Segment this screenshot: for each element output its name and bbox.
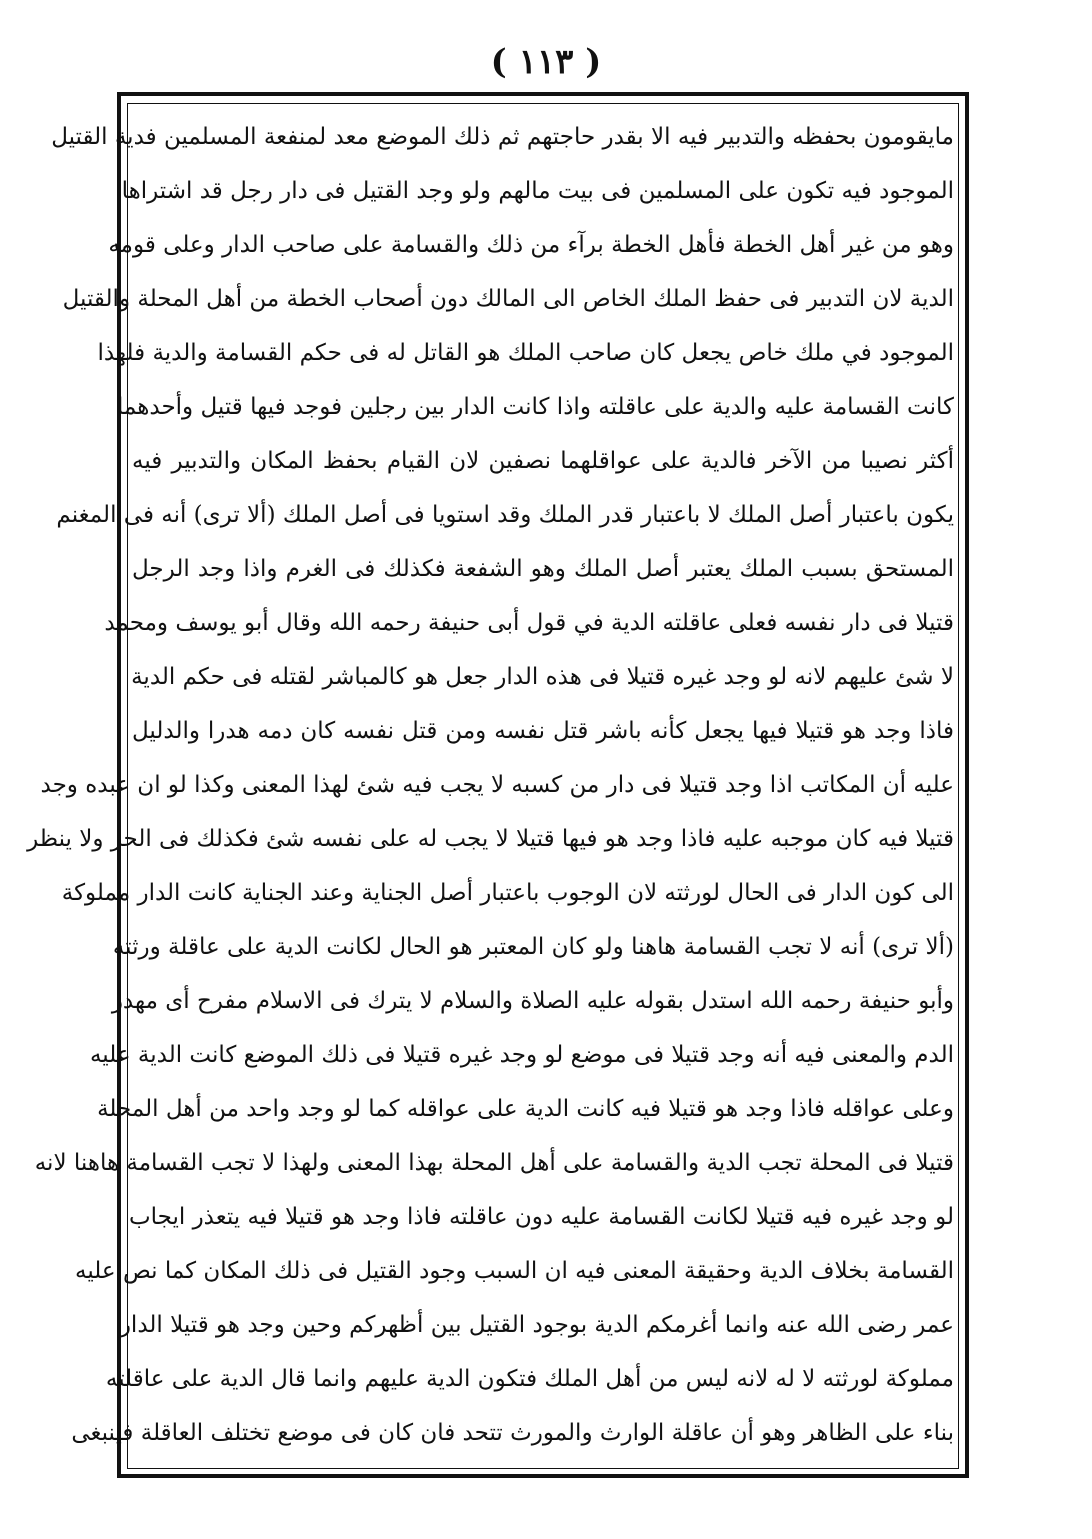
text-line: عمر رضى الله عنه وانما أغرمكم الدية بوجود القتيل بين أظهركم وحين وجد هو قتيلا الدار [119,1312,954,1338]
text-line: القسامة بخلاف الدية وحقيقة المعنى فيه ان السبب وجود القتيل فى ذلك المكان كما نص عليه [75,1258,954,1284]
text-line: عليه أن المكاتب اذا وجد قتيلا فى دار من كسبه لا يجب فيه شئ لهذا المعنى وكذا لو ان عبده وجد [40,772,954,798]
text-line: وأبو حنيفة رحمه الله استدل بقوله عليه الصلاة والسلام لا يترك فى الاسلام مفرح أى مهدر [111,988,954,1014]
text-line: وعلى عواقله فاذا وجد هو قتيلا فيه كانت الدية على عواقله كما لو وجد واحد من أهل المحلة [97,1096,954,1122]
text-line: الموجود في ملك خاص يجعل كان صاحب الملك هو القاتل له فى حكم القسامة والدية فلهذا [97,340,954,366]
text-line: فاذا وجد هو قتيلا فيها يجعل كأنه باشر قتل نفسه ومن قتل نفسه كان دمه هدرا والدليل [132,718,954,744]
text-line: الى كون الدار فى الحال لورثته لان الوجوب باعتبار أصل الجناية وعند الجناية كانت الدار مملوكة [61,880,954,906]
text-line: قتيلا فى المحلة تجب الدية والقسامة على أهل المحلة بهذا المعنى ولهذا لا تجب القسامة هاهنا لانه [34,1150,954,1176]
text-line: مملوكة لورثته لا له لانه ليس من أهل الملك فتكون الدية عليهم وانما قال الدية على عاقلته [105,1366,954,1392]
text-line: أكثر نصيبا من الآخر فالدية على عواقلهما نصفين لان القيام بحفظ المكان والتدبير فيه [132,448,954,474]
text-block [27,110,954,1460]
text-line: يكون باعتبار أصل الملك لا باعتبار قدر الملك وقد استويا فى أصل الملك (ألا ترى) أنه فى المغنم [56,502,954,528]
text-line: بناء على الظاهر وهو أن عاقلة الوارث والمورث تتحد فان كان فى موضع تختلف العاقلة فينبغى [71,1420,954,1446]
text-line: مايقومون بحفظه والتدبير فيه الا بقدر حاجتهم ثم ذلك الموضع معد لمنفعة المسلمين فدية القتيل [51,124,954,150]
text-line: وهو من غير أهل الخطة فأهل الخطة برآء من ذلك والقسامة على صاحب الدار وعلى قومه [108,232,954,258]
text-line: الدم والمعنى فيه أنه وجد قتيلا فى موضع لو وجد غيره قتيلا فى ذلك الموضع كانت الدية عليه [89,1042,954,1068]
text-line: المستحق بسبب الملك يعتبر أصل الملك وهو الشفعة فكذلك فى الغرم واذا وجد الرجل [132,556,954,582]
text-line: قتيلا فيه كان موجبه عليه فاذا وجد هو فيها قتيلا لا يجب له على نفسه شئ فكذلك فى الحر ولا ينظر [27,826,954,852]
text-line: (ألا ترى) أنه لا تجب القسامة هاهنا ولو كان المعتبر هو الحال لكانت الدية على عاقلة ورثته [112,934,954,960]
text-line: قتيلا فى دار نفسه فعلى عاقلته الدية في قول أبى حنيفة رحمه الله وقال أبو يوسف ومحمد [104,610,954,636]
text-line: الدية لان التدبير فى حفظ الملك الخاص الى المالك دون أصحاب الخطة من أهل المحلة والقتيل [62,286,954,312]
text-line: كانت القسامة عليه والدية على عاقلته واذا كانت الدار بين رجلين فوجد فيها قتيل وأحدهما [116,394,954,420]
text-line: لو وجد غيره فيه قتيلا لكانت القسامة عليه دون عاقلته فاذا وجد هو قتيلا فيه يتعذر ايجاب [128,1204,954,1230]
text-line: الموجود فيه تكون على المسلمين فى بيت مالهم ولو وجد القتيل فى دار رجل قد اشتراها [121,178,954,204]
text-line: لا شئ عليهم لانه لو وجد غيره قتيلا فى هذه الدار جعل هو كالمباشر لقتله فى حكم الدية [131,664,954,690]
page-number: ( ١١٣ ) [490,42,602,82]
